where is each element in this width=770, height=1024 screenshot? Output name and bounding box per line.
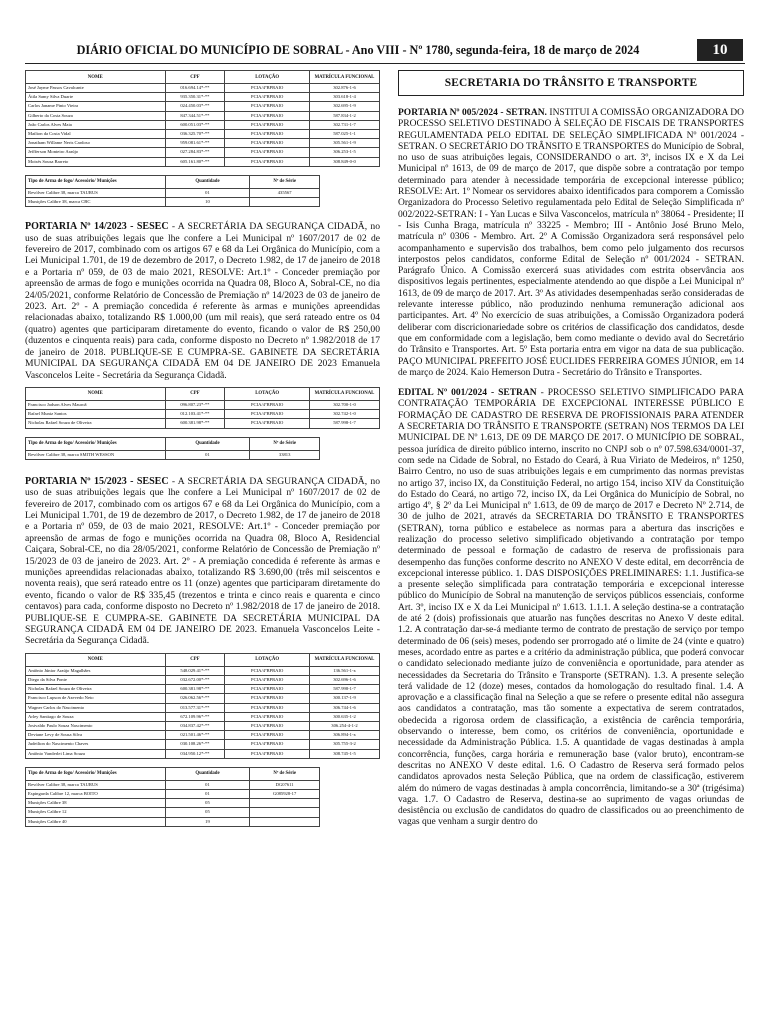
- table-row: [26, 790, 320, 799]
- table-cell: 600.381.98*-**: [165, 419, 225, 428]
- table-cell: 306.254-4-1-2: [310, 722, 380, 731]
- table-cell: PCIA/4ºBPRAIO: [225, 148, 310, 157]
- page-number: 10: [697, 39, 743, 61]
- table-cell: PCIA/4ºBPRAIO: [225, 419, 310, 428]
- column-header: CPF: [165, 387, 225, 400]
- table-row: [26, 740, 380, 749]
- table-cell: 959.081.61*-**: [165, 139, 225, 148]
- column-header: Tipo de Arma de fogo/ Acessório/ Munições: [26, 175, 166, 188]
- table-cell: 302.695-1-9: [310, 102, 380, 111]
- table-row: [26, 817, 320, 826]
- table-cell: Gilberto da Costa Souza: [26, 111, 166, 120]
- table-cell: PCIA/4ºBPRAIO: [225, 694, 310, 703]
- table-cell: Nicholas Rafael Souza de Oliveira: [26, 685, 166, 694]
- table-cell: Revólver Calibre 38, marca TAURUS: [26, 188, 166, 197]
- table-cell: 847.344.51*-**: [165, 111, 225, 120]
- table-cell: [250, 198, 320, 207]
- table-cell: 302.731-1-7: [310, 120, 380, 129]
- table-row: [26, 799, 320, 808]
- table-cell: PCIA/4ºBPRAIO: [225, 130, 310, 139]
- table-header-row: [26, 387, 380, 400]
- table-row: [26, 780, 320, 789]
- table-cell: 10: [165, 198, 250, 207]
- table-row: [26, 685, 380, 694]
- table-cell: Munições Calibre 40: [26, 817, 166, 826]
- table-cell: PCIA/4ºBPRAIO: [225, 400, 310, 409]
- table-row: [26, 157, 380, 166]
- table-cell: 026.062.56*-**: [165, 694, 225, 703]
- agents-table-2: [25, 387, 380, 429]
- table-cell: Francisco Jadson Alves Mauroã: [26, 400, 166, 409]
- page-header: [25, 38, 747, 62]
- agents-table-3: [25, 653, 380, 759]
- table-cell: 548.029.41*-**: [165, 666, 225, 675]
- column-header: LOTAÇÃO: [225, 71, 310, 84]
- column-header: Quantidade: [165, 767, 250, 780]
- table-row: [26, 102, 380, 111]
- table-cell: G085928-17: [250, 790, 320, 799]
- table-cell: 032.672.00*-**: [165, 676, 225, 685]
- table-cell: Jeffferson Monteiro Araújo: [26, 148, 166, 157]
- table-cell: PCIA/4ºBPRAIO: [225, 749, 310, 758]
- table-cell: Munições Calibre 38, marca CBC: [26, 198, 166, 207]
- table-cell: 308.849-0-0: [310, 157, 380, 166]
- table-cell: 672.109.96*-**: [165, 712, 225, 721]
- edital-heading: EDITAL Nº 001/2024 - SETRAN: [398, 388, 537, 399]
- table-cell: PCIA/4ºBPRAIO: [225, 676, 310, 685]
- table-cell: Deviane Levy de Sousa Silva: [26, 731, 166, 740]
- table-cell: 136.561-1-x: [310, 666, 380, 675]
- table-cell: 600.051.03*-**: [165, 120, 225, 129]
- table-cell: 587.998-1-7: [310, 685, 380, 694]
- table-row: [26, 84, 380, 93]
- table-cell: 302.876-1-6: [310, 84, 380, 93]
- table-cell: José Jayme Passos Cavalcante: [26, 84, 166, 93]
- table-cell: 05: [165, 808, 250, 817]
- column-header: NOME: [26, 71, 166, 84]
- table-cell: Munições Calibre 38: [26, 799, 166, 808]
- table-cell: Jonatham Willame Neris Cardoso: [26, 139, 166, 148]
- table-cell: 600.381.98*-**: [165, 685, 225, 694]
- table-cell: 01: [165, 188, 250, 197]
- right-column: [398, 70, 744, 829]
- table-cell: Munições Calibre 12: [26, 808, 166, 817]
- table-row: [26, 749, 380, 758]
- table-cell: [250, 817, 320, 826]
- table-cell: PCIA/4ºBPRAIO: [225, 685, 310, 694]
- column-header: Quantidade: [165, 437, 250, 450]
- edital-001-2024: [398, 388, 744, 829]
- table-cell: 024.450.03*-**: [165, 102, 225, 111]
- column-header: MATRÍCULA FUNCIONAL: [310, 71, 380, 84]
- column-header: CPF: [165, 71, 225, 84]
- table-cell: 013.577.31*-**: [165, 703, 225, 712]
- table-cell: 935.350.31*-**: [165, 93, 225, 102]
- agents-table-1: [25, 70, 380, 167]
- table-cell: Francisco Lupson de Azevedo Neto: [26, 694, 166, 703]
- portaria-15-heading: PORTARIA Nº 15/2023 - SESEC: [25, 475, 169, 487]
- table-cell: 034.837.42*-**: [165, 722, 225, 731]
- table-row: [26, 676, 380, 685]
- table-header-row: [26, 767, 320, 780]
- table-cell: 300.137-1-9: [310, 694, 380, 703]
- table-cell: PCIA/4ºBPRAIO: [225, 84, 310, 93]
- table-cell: PCIA/4ºBPRAIO: [225, 102, 310, 111]
- portaria-005-body: INSTITUI A COMISSÃO ORGANIZADORA DO PROCESSO SELETIVO DESTINADO À SELEÇÃO DE FISCAIS DE TRANSPORTES REGULAMENTADA PELO EDITAL DE SELEÇÃO SIMPLIFICADA Nº 001/2024 - SETRAN. O SECRETÁRIO DO TRÂNSITO E TRANSPORTES do Município de Sobral, no uso de suas atribuições legais, CONSIDERANDO o art. 3º, incisos IX e X da Lei Municipal nº 1613, de 09 de março de 2017, que dispõe sobre a contratação por tempo determinado para atender à necessidade temporária de excepcional interesse público; RESOLVE: Art. 1º Nomear os servidores abaixo identificados para comporem a Comissão Organizadora do Processo Seletivo regulamentada pelo Edital de Seleção Simplificada nº 002/2022-SETRAN: I - Yan Lucas e Silva Vasconcelos, matrícula nº 38064 - Presidente; II - Isis Cunha Braga, matrícula nº 33225 - Membro; III - Antônio José Bruno Melo, matrícula nº 0306 - Membro. Art. 2º A Comissão Organizadora será responsável pelo acompanhamento e supervisão dos trabalhos, bem como pelo julgamento dos recursos interpostos pelos candidatos, conforme Edital de Seleção nº 001/2024 - SETRAN. Parágrafo Único. A Comissão exercerá suas atividades com estrita observância aos dispositivos legais pertinentes, especialmente atendendo ao que dispõe a Lei Municipal nº 1613, de 09 de março de 2017. Art. 3º As atividades desempenhadas serão consideradas de relevante interesse público, não produzindo nenhuma remuneração adicional aos participantes. Art. 4º No exercício de suas atribuições, a Comissão Organizadora poderá deliberar com discricionariedade sobre os critérios de classificação dos candidatos, desde que em conformidade com a legislação, bem como mediante o devido aval do Secretário do Trânsito e Transportes. Art. 5º Esta portaria entra em vigor na data de sua publicação. PAÇO MUNICIPAL PREFEITO JOSÉ EUCLIDES FERREIRA GOMES JÚNIOR, em 14 de março de 2024. Kaio Hemerson Dutra - Secretário do Trânsito e Transportes.: [398, 108, 744, 378]
- table-cell: 302.742-1-0: [310, 410, 380, 419]
- section-title: SECRETARIA DO TRÂNSITO E TRANSPORTE: [398, 70, 744, 96]
- table-cell: 01: [165, 450, 250, 459]
- table-cell: 036.325.70*-**: [165, 130, 225, 139]
- column-header: Nº de Série: [250, 437, 320, 450]
- table-cell: Moisés Sousa Barreto: [26, 157, 166, 166]
- table-cell: 605.161.80*-**: [165, 157, 225, 166]
- column-header: NOME: [26, 387, 166, 400]
- table-cell: 33813: [250, 450, 320, 459]
- table-cell: 021.501.46*-**: [165, 731, 225, 740]
- column-header: Tipo de Arma de fogo/ Acessório/ Munições: [26, 437, 166, 450]
- table-cell: 030.108.26*-**: [165, 740, 225, 749]
- table-row: [26, 450, 320, 459]
- table-cell: PCIA/4ºBPRAIO: [225, 139, 310, 148]
- table-cell: Diego da Silva Ponte: [26, 676, 166, 685]
- table-cell: 016.694.14*-**: [165, 84, 225, 93]
- table-cell: Revólver Calibre 38, marca TAURUS: [26, 780, 166, 789]
- table-cell: PCIA/4ºBPRAIO: [225, 740, 310, 749]
- portaria-15-2023: [25, 476, 380, 647]
- table-cell: 306.744-1-6: [310, 703, 380, 712]
- table-cell: 302.700-1-0: [310, 400, 380, 409]
- table-row: [26, 694, 380, 703]
- table-cell: 05: [165, 799, 250, 808]
- table-cell: Arley Santiago de Souza: [26, 712, 166, 721]
- table-cell: Espingarda Calibre 12, marca BOITO: [26, 790, 166, 799]
- table-header-row: [26, 175, 320, 188]
- table-cell: 012.103.41*-**: [165, 410, 225, 419]
- table-cell: Carlos Janame Pinto Vieira: [26, 102, 166, 111]
- table-row: [26, 666, 380, 675]
- table-cell: Nicholas Rafael Souza de Oliveira: [26, 419, 166, 428]
- table-cell: 306.894-1-x: [310, 731, 380, 740]
- table-row: [26, 93, 380, 102]
- arms-table-2: [25, 437, 320, 460]
- table-cell: PCIA/4ºBPRAIO: [225, 111, 310, 120]
- table-cell: PCIA/4ºBPRAIO: [225, 93, 310, 102]
- portaria-005-2024: [398, 108, 744, 379]
- column-header: LOTAÇÃO: [225, 387, 310, 400]
- column-header: LOTAÇÃO: [225, 653, 310, 666]
- table-header-row: [26, 437, 320, 450]
- table-cell: Revólver Calibre 38, marca SMITH WESSON: [26, 450, 166, 459]
- table-cell: PCIA/4ºBPRAIO: [225, 666, 310, 675]
- table-cell: PCIA/4ºBPRAIO: [225, 120, 310, 129]
- header-divider: [25, 63, 745, 64]
- table-cell: PCIA/4ºBPRAIO: [225, 731, 310, 740]
- arms-table-3: [25, 767, 320, 827]
- table-cell: 027.284.83*-**: [165, 148, 225, 157]
- column-header: Nº de Série: [250, 767, 320, 780]
- table-row: [26, 731, 380, 740]
- table-cell: PCIA/4ºBPRAIO: [225, 410, 310, 419]
- table-cell: 01: [165, 790, 250, 799]
- table-row: [26, 198, 320, 207]
- table-row: [26, 712, 380, 721]
- table-cell: Átila Samy Silva Duarte: [26, 93, 166, 102]
- table-cell: João Carlos Alves Maia: [26, 120, 166, 129]
- portaria-14-body: - A SECRETÁRIA DA SEGURANÇA CIDADÃ, no uso de suas atribuições legais que lhe confere a Lei Municipal nº 1607/2017 de 02 de fevereiro de 2017, combinado com os artigos 67 e 68 da Lei Orgânica do Município, com a Lei Municipal 1.701, de 19 de dezembro de 2017, o Decreto 1.982, de 17 de janeiro de 2018 e a Portaria nº 059, de 03 de maio 2021, RESOLVE: Art.1º - Conceder premiação por apreensão de armas de fogo e munições ocorrida na Quadra 08, Bloco A, Sobral-CE, no dia 24/05/2021, conforme Relatório de Concessão de Premiação nº 14/2023 de 03 de janeiro de 2023. Art. 2º - A premiação concedida é referente às armas e munições apreendidas relacionadas abaixo, totalizando R$ 1.000,00 (um mil reais), que será rateado entre os 04 (quatro) agentes que participaram diretamente do evento, ficando o valor de R$ 250,00 (duzentos e cinquenta reais) para cada, conforme disposto no Decreto nº 1.982/2018 de 17 de janeiro de 2018. PUBLIQUE-SE E CUMPRA-SE. GABINETE DA SECRETÁRIA MUNICIPAL DA SEGURANÇA CIDADÃ EM 04 DE JANEIRO DE 2023 Emanuela Vasconcelos Leite - Secretária da Segurança Cidadã.: [25, 221, 380, 381]
- edital-body: - PROCESSO SELETIVO SIMPLIFICADO PARA CONTRATAÇÃO TEMPORÁRIA DE EXCEPCIONAL INTERESSE PÚBLICO E FORMAÇÃO DE CADASTRO DE RESERVA DE PROFISSIONAIS PARA ATENDER A SECRETARIA DO TRÂNSITO E TRANSPORTE (SETRAN) NOS TERMOS DA LEI MUNICIPAL DE Nº 1.613, DE 09 DE MARÇO DE 2017. O MUNICÍPIO DE SOBRAL, pessoa jurídica de direito público interno, inscrito no CNPJ sob o nº 07.598.634/0001-37, com sede na Cidade de Sobral, no Estado do Ceará, à Rua Viriato de Medeiros, nº 1250, Bairro Centro, no uso de suas atribuições legais e em cumprimento das normas previstas no artigo 37, inciso IX, da Constituição Federal, no artigo 154, inciso XIV da Constituição do Estado do Ceará, no artigo 72, inciso IX, da Lei Orgânica do Município de Sobral, no artigo 4º, § 2º da Lei Municipal nº 1.613, de 09 de março de 2017 e Decreto Nº 2.714, de 30 de julho de 2021, através da SECRETARIA DO TRÂNSITO E TRANSPORTES (SETRAN), torna público e estabelece as normas para a abertura das inscrições e realização do processo seletivo simplificado objetivando a contratação por tempo determinado de pessoal e formação de cadastro de reserva de profissionais para desempenho das funções conforme descrito no ANEXO V deste edital, em decorrência de excepcional interesse público. 1. DAS DISPOSIÇÕES PRELIMINARES: 1.1. Justifica-se a presente seleção simplificada para contratação temporária e excepcional interesse público do Município de Sobral na manutenção de serviços públicos essenciais, conforme Art. 3º, inciso IX e X da Lei Municipal nº 1.613. 1.1.1. A seleção destina-se a contratação de até 2 (dois) profissionais que atuarão nas funções descritas no Anexo V deste edital. 1.2. A contratação dar-se-á mediante termo de contrato de prestação de serviço por tempo determinado de 06 (seis) meses, podendo ser prorrogado até o limite de 24 (vinte e quatro) meses, acordado entre as partes e a critério da administração pública, que poderá convocar o candidato selecionado mediante juízo de conveniência e oportunidade, para atender as necessidades da Secretaria do Trânsito e Transporte (SETRAN). 1.3. A presente seleção terá validade de 12 (doze) meses, contados da homologação do resultado final. 1.4. A aprovação e a classificação final na Seleção a que se refere o presente edital não assegura aos candidatos a contratação, mas tão somente a expectativa de serem contratados, obedecida a rigorosa ordem de classificação, a existência de carência temporária, observando o interesse, bem como, os critérios de conveniência, oportunidade e necessidade da Administração Pública. 1.5. A quantidade de vagas destinadas à ampla concorrência, funções, carga horária e remuneração base (valor bruto), encontram-se descritas no ANEXO V deste edital. 1.6. O Cadastro de Reserva será formado pelos candidatos aprovados nesta Seleção Pública, que na ordem de classificação, estiverem além do número de vagas destinadas à ampla concorrência, limitando-se a 30ª (trigésima) vaga. 1.7. O Cadastro de Reserva, destina-se ao suprimento de vagas oriundas de desistência ou exclusão de candidatos do quadro de classificados ou ao preenchimento de vagas que venham a surgir dentro do: [398, 388, 744, 828]
- column-header: CPF: [165, 653, 225, 666]
- table-row: [26, 703, 380, 712]
- table-cell: DG07611: [250, 780, 320, 789]
- table-cell: 096.807.23*-**: [165, 400, 225, 409]
- table-cell: 19: [165, 817, 250, 826]
- table-cell: Mailton da Costa Vidal: [26, 130, 166, 139]
- table-cell: 300.635-1-2: [310, 712, 380, 721]
- table-row: [26, 111, 380, 120]
- table-cell: Antônio Júnior Araújo Magalhães: [26, 666, 166, 675]
- table-row: [26, 410, 380, 419]
- column-header: MATRÍCULA FUNCIONAL: [310, 387, 380, 400]
- table-cell: 308.745-1-5: [310, 749, 380, 758]
- table-row: [26, 139, 380, 148]
- newspaper-title: DIÁRIO OFICIAL DO MUNICÍPIO DE SOBRAL - Ano VIII - Nº 1780, segunda-feira, 18 de março de 2024: [76, 42, 640, 57]
- table-cell: 305.561-1-9: [310, 139, 380, 148]
- left-column: [25, 70, 380, 827]
- table-cell: Rafael Muniz Santos: [26, 410, 166, 419]
- table-cell: PCIA/4ºBPRAIO: [225, 157, 310, 166]
- table-row: [26, 130, 380, 139]
- table-cell: 587.834-1-2: [310, 111, 380, 120]
- table-cell: Antônio Vanderlei Lima Souza: [26, 749, 166, 758]
- table-cell: 303.618-1-4: [310, 93, 380, 102]
- arms-table-1: [25, 175, 320, 207]
- portaria-14-heading: PORTARIA Nº 14/2023 - SESEC: [25, 221, 169, 233]
- table-header-row: [26, 653, 380, 666]
- column-header: Tipo de Arma de fogo/ Acessório/ Munições: [26, 767, 166, 780]
- table-cell: 587.025-1-1: [310, 130, 380, 139]
- table-row: [26, 808, 320, 817]
- table-row: [26, 188, 320, 197]
- portaria-15-body: - A SECRETÁRIA DA SEGURANÇA CIDADÃ, no uso de suas atribuições legais que lhe confere a Lei Municipal nº 1607/2017 de 02 de fevereiro de 2017, combinado com os artigos 67 e 68 da Lei Orgânica do Município, com a Lei Municipal 1.701, de 19 de dezembro de 2017, o Decreto 1.982, de 17 de janeiro de 2018 e a Portaria nº 059, de 03 de maio 2021, RESOLVE: Art.1º - Conceder premiação por apreensão de armas de fogo e munições ocorrida na Quadra 08, Bloco A, Residencial Caiçara, Sobral-CE, no dia 28/05/2021, conforme Relatório de Concessão de Premiação nº 15/2023 de 03 de janeiro de 2023. Art. 2º - A premiação concedida é referente às armas e munições apreendidas relacionadas abaixo, totalizando R$ 3.690,00 (três mil seiscentos e noventa reais), que será rateado entre os 11 (onze) agentes que participaram diretamente do evento, ficando o valor de R$ 335,45 (trezentos e trinta e cinco reais e quarenta e cinco centavos) para cada, conforme disposto no Decreto nº 1.982/2018 de 17 de janeiro de 2018. PUBLIQUE-SE E CUMPRA-SE. GABINETE DA SECRETÁRIA MUNICIPAL DA SEGURANÇA CIDADÃ EM 04 DE JANEIRO DE 2023. Emanuela Vasconcelos Leite - Secretária da Segurança Cidadã.: [25, 475, 380, 647]
- table-row: [26, 722, 380, 731]
- table-cell: Judeilton do Nascimento Chaves: [26, 740, 166, 749]
- portaria-005-heading: PORTARIA Nº 005/2024 - SETRAN.: [398, 108, 547, 118]
- table-cell: PCIA/4ºBPRAIO: [225, 703, 310, 712]
- table-cell: Josivaldo Paulo Souza Nascimento: [26, 722, 166, 731]
- column-header: MATRÍCULA FUNCIONAL: [310, 653, 380, 666]
- table-cell: 435567: [250, 188, 320, 197]
- table-cell: Wagner Carlos do Nascimento: [26, 703, 166, 712]
- table-cell: 306.253-1-5: [310, 148, 380, 157]
- table-cell: 587.998-1-7: [310, 419, 380, 428]
- table-cell: [250, 808, 320, 817]
- table-cell: 305.755-3-2: [310, 740, 380, 749]
- column-header: Quantidade: [165, 175, 250, 188]
- table-row: [26, 148, 380, 157]
- table-cell: [250, 799, 320, 808]
- column-header: NOME: [26, 653, 166, 666]
- table-cell: PCIA/4ºBPRAIO: [225, 722, 310, 731]
- table-cell: 034.950.12*-**: [165, 749, 225, 758]
- table-row: [26, 400, 380, 409]
- table-row: [26, 120, 380, 129]
- table-cell: 302.696-1-6: [310, 676, 380, 685]
- column-header: Nº de Série: [250, 175, 320, 188]
- portaria-14-2023: [25, 221, 380, 381]
- table-row: [26, 419, 380, 428]
- table-header-row: [26, 71, 380, 84]
- table-cell: 01: [165, 780, 250, 789]
- table-cell: PCIA/4ºBPRAIO: [225, 712, 310, 721]
